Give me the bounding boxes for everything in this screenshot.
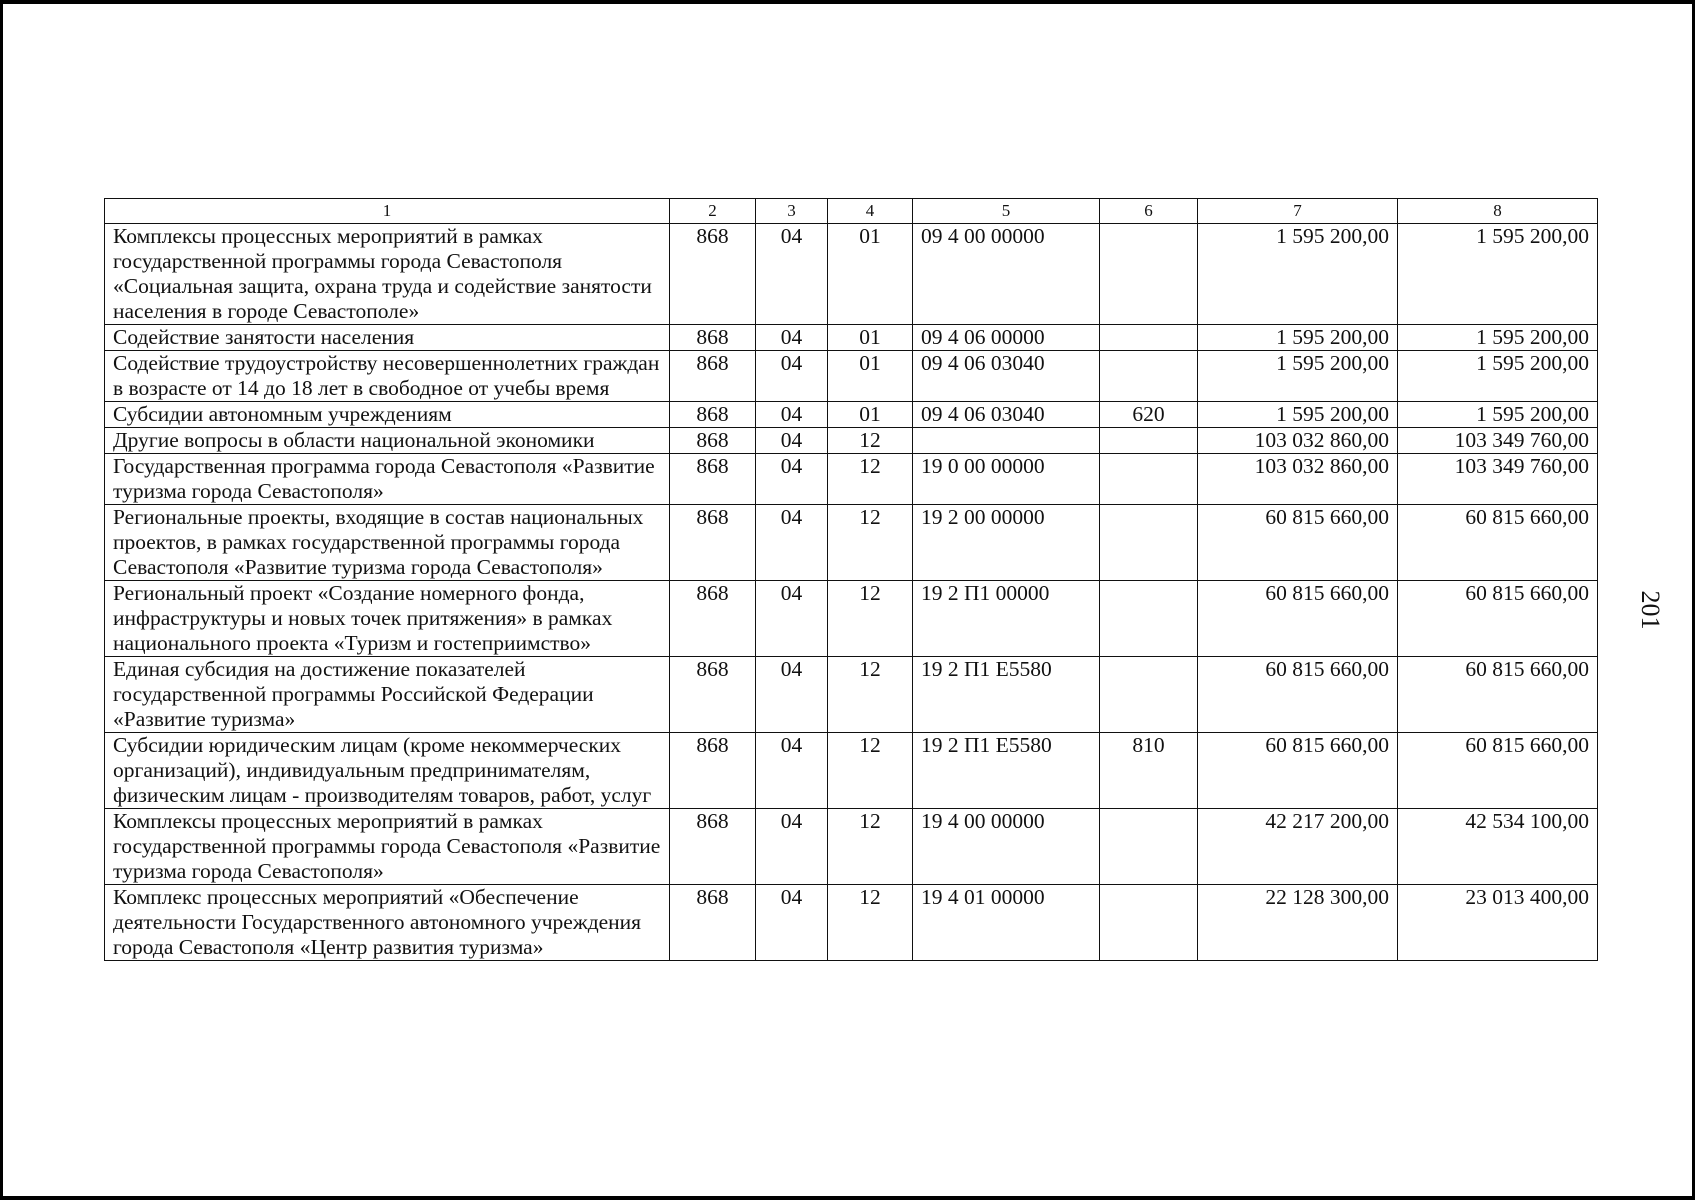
header-cell: 6 <box>1100 199 1198 224</box>
cell-amount-year1: 1 595 200,00 <box>1198 402 1398 428</box>
cell-section: 04 <box>756 224 828 325</box>
cell-target-article: 19 2 П1 00000 <box>913 581 1100 657</box>
cell-ministry-code: 868 <box>670 657 756 733</box>
cell-target-article: 09 4 06 00000 <box>913 325 1100 351</box>
cell-expense-type: 810 <box>1100 733 1198 809</box>
cell-subsection: 12 <box>828 733 913 809</box>
cell-ministry-code: 868 <box>670 581 756 657</box>
cell-amount-year1: 1 595 200,00 <box>1198 351 1398 402</box>
cell-subsection: 01 <box>828 325 913 351</box>
cell-expense-type: 620 <box>1100 402 1198 428</box>
table-row <box>105 657 1598 733</box>
cell-target-article: 09 4 06 03040 <box>913 351 1100 402</box>
cell-amount-year1: 60 815 660,00 <box>1198 581 1398 657</box>
table-row <box>105 428 1598 454</box>
header-cell: 7 <box>1198 199 1398 224</box>
cell-amount-year2: 60 815 660,00 <box>1398 581 1598 657</box>
cell-target-article: 09 4 06 03040 <box>913 402 1100 428</box>
scan-border-top <box>0 0 1695 4</box>
cell-amount-year1: 60 815 660,00 <box>1198 505 1398 581</box>
page-number: 201 <box>1636 590 1665 630</box>
cell-section: 04 <box>756 885 828 961</box>
cell-section: 04 <box>756 428 828 454</box>
table-row <box>105 224 1598 325</box>
table-row <box>105 325 1598 351</box>
cell-section: 04 <box>756 809 828 885</box>
cell-amount-year2: 1 595 200,00 <box>1398 351 1598 402</box>
cell-expense-type <box>1100 224 1198 325</box>
budget-table <box>104 198 1598 961</box>
table-row <box>105 402 1598 428</box>
cell-ministry-code: 868 <box>670 402 756 428</box>
cell-ministry-code: 868 <box>670 454 756 505</box>
cell-name: Комплексы процессных мероприятий в рамках государственной программы города Севастополя «Социальная защита, охрана труда и содействие занятости населения в городе Севастополе» <box>105 224 670 325</box>
cell-expense-type <box>1100 351 1198 402</box>
cell-amount-year2: 1 595 200,00 <box>1398 325 1598 351</box>
cell-subsection: 01 <box>828 351 913 402</box>
cell-amount-year2: 42 534 100,00 <box>1398 809 1598 885</box>
cell-amount-year1: 60 815 660,00 <box>1198 657 1398 733</box>
cell-subsection: 01 <box>828 224 913 325</box>
cell-amount-year1: 1 595 200,00 <box>1198 224 1398 325</box>
table-row <box>105 351 1598 402</box>
cell-target-article: 19 2 П1 Е5580 <box>913 733 1100 809</box>
table-row <box>105 885 1598 961</box>
cell-amount-year1: 1 595 200,00 <box>1198 325 1398 351</box>
cell-subsection: 12 <box>828 505 913 581</box>
cell-target-article: 19 2 00 00000 <box>913 505 1100 581</box>
cell-name: Субсидии юридическим лицам (кроме некоммерческих организаций), индивидуальным предпринимателям, физическим лицам - производителям товаров, работ, услуг <box>105 733 670 809</box>
cell-amount-year2: 1 595 200,00 <box>1398 224 1598 325</box>
cell-ministry-code: 868 <box>670 733 756 809</box>
table-row <box>105 505 1598 581</box>
cell-expense-type <box>1100 454 1198 505</box>
cell-target-article <box>913 428 1100 454</box>
header-cell: 3 <box>756 199 828 224</box>
cell-amount-year2: 103 349 760,00 <box>1398 428 1598 454</box>
cell-name: Единая субсидия на достижение показателей государственной программы Российской Федерации «Развитие туризма» <box>105 657 670 733</box>
cell-ministry-code: 868 <box>670 809 756 885</box>
cell-subsection: 12 <box>828 657 913 733</box>
cell-ministry-code: 868 <box>670 428 756 454</box>
cell-section: 04 <box>756 402 828 428</box>
table-body <box>105 224 1598 961</box>
header-cell: 5 <box>913 199 1100 224</box>
cell-expense-type <box>1100 657 1198 733</box>
header-cell: 1 <box>105 199 670 224</box>
cell-section: 04 <box>756 351 828 402</box>
cell-amount-year2: 1 595 200,00 <box>1398 402 1598 428</box>
table-row <box>105 733 1598 809</box>
cell-expense-type <box>1100 505 1198 581</box>
cell-expense-type <box>1100 885 1198 961</box>
cell-name: Государственная программа города Севастополя «Развитие туризма города Севастополя» <box>105 454 670 505</box>
cell-target-article: 09 4 00 00000 <box>913 224 1100 325</box>
cell-amount-year1: 103 032 860,00 <box>1198 454 1398 505</box>
cell-subsection: 12 <box>828 581 913 657</box>
cell-subsection: 12 <box>828 454 913 505</box>
cell-subsection: 12 <box>828 428 913 454</box>
cell-amount-year2: 60 815 660,00 <box>1398 505 1598 581</box>
table-row <box>105 809 1598 885</box>
cell-expense-type <box>1100 809 1198 885</box>
cell-name: Региональные проекты, входящие в состав национальных проектов, в рамках государственной программы города Севастополя «Развитие туризма города Севастополя» <box>105 505 670 581</box>
cell-amount-year2: 60 815 660,00 <box>1398 657 1598 733</box>
cell-target-article: 19 0 00 00000 <box>913 454 1100 505</box>
scan-border-bottom <box>0 1196 1695 1200</box>
cell-amount-year1: 60 815 660,00 <box>1198 733 1398 809</box>
cell-section: 04 <box>756 657 828 733</box>
cell-amount-year1: 42 217 200,00 <box>1198 809 1398 885</box>
table-row <box>105 454 1598 505</box>
cell-name: Другие вопросы в области национальной экономики <box>105 428 670 454</box>
cell-amount-year2: 23 013 400,00 <box>1398 885 1598 961</box>
header-row <box>105 199 1598 224</box>
cell-name: Комплексы процессных мероприятий в рамках государственной программы города Севастополя «Развитие туризма города Севастополя» <box>105 809 670 885</box>
cell-amount-year1: 22 128 300,00 <box>1198 885 1398 961</box>
cell-target-article: 19 4 01 00000 <box>913 885 1100 961</box>
cell-section: 04 <box>756 581 828 657</box>
cell-name: Комплекс процессных мероприятий «Обеспечение деятельности Государственного автономного учреждения города Севастополя «Центр развития туризма» <box>105 885 670 961</box>
cell-amount-year2: 103 349 760,00 <box>1398 454 1598 505</box>
cell-ministry-code: 868 <box>670 885 756 961</box>
cell-ministry-code: 868 <box>670 505 756 581</box>
cell-ministry-code: 868 <box>670 351 756 402</box>
cell-section: 04 <box>756 325 828 351</box>
cell-expense-type <box>1100 325 1198 351</box>
cell-name: Региональный проект «Создание номерного фонда, инфраструктуры и новых точек притяжения» в рамках национального проекта «Туризм и гостеприимство» <box>105 581 670 657</box>
cell-name: Субсидии автономным учреждениям <box>105 402 670 428</box>
cell-section: 04 <box>756 505 828 581</box>
cell-name: Содействие трудоустройству несовершеннолетних граждан в возрасте от 14 до 18 лет в свободное от учебы время <box>105 351 670 402</box>
table-row <box>105 581 1598 657</box>
cell-ministry-code: 868 <box>670 325 756 351</box>
cell-section: 04 <box>756 454 828 505</box>
cell-section: 04 <box>756 733 828 809</box>
cell-target-article: 19 2 П1 Е5580 <box>913 657 1100 733</box>
cell-name: Содействие занятости населения <box>105 325 670 351</box>
header-cell: 8 <box>1398 199 1598 224</box>
cell-amount-year1: 103 032 860,00 <box>1198 428 1398 454</box>
cell-subsection: 01 <box>828 402 913 428</box>
cell-ministry-code: 868 <box>670 224 756 325</box>
cell-target-article: 19 4 00 00000 <box>913 809 1100 885</box>
cell-expense-type <box>1100 428 1198 454</box>
cell-subsection: 12 <box>828 809 913 885</box>
cell-subsection: 12 <box>828 885 913 961</box>
scan-border-left <box>0 0 3 1200</box>
header-cell: 2 <box>670 199 756 224</box>
cell-amount-year2: 60 815 660,00 <box>1398 733 1598 809</box>
cell-expense-type <box>1100 581 1198 657</box>
header-cell: 4 <box>828 199 913 224</box>
